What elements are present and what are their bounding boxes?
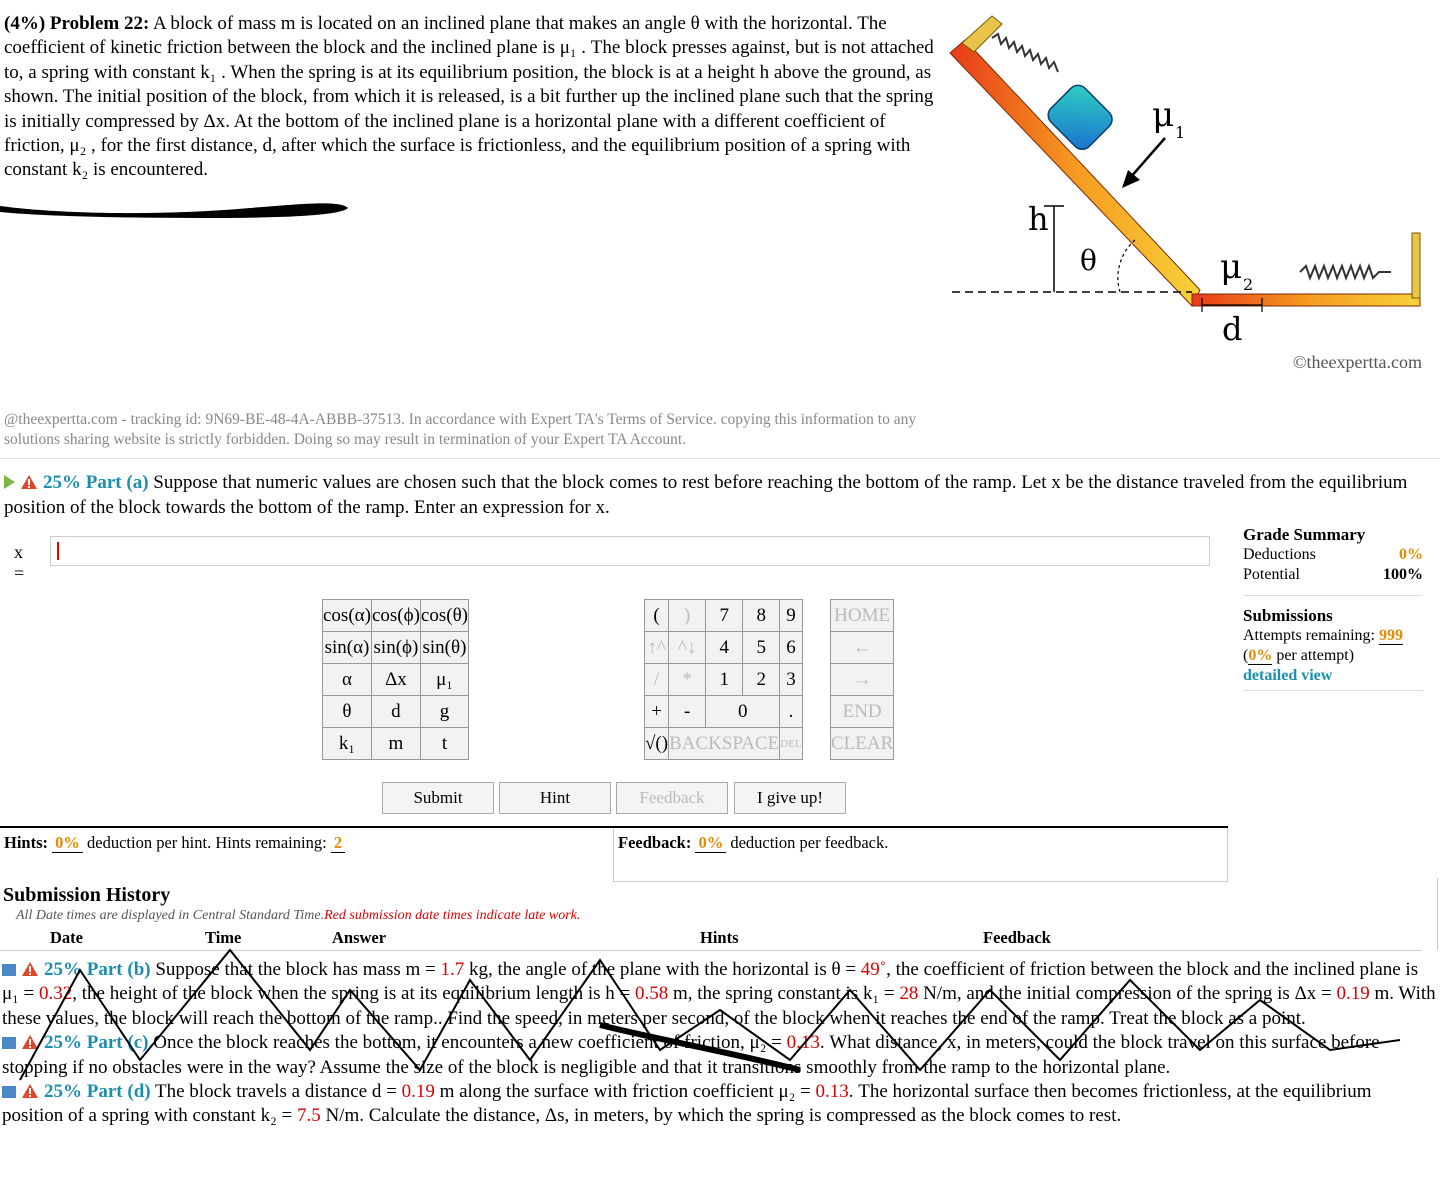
- theta-label: θ: [1080, 244, 1097, 277]
- sqrt-key[interactable]: √(): [645, 728, 669, 760]
- keypad-key[interactable]: cos(ϕ): [371, 600, 420, 632]
- part-d-mu2: 0.13: [815, 1081, 849, 1103]
- keypad-key[interactable]: sin(θ): [420, 632, 468, 664]
- keypad-key[interactable]: 3: [780, 664, 802, 696]
- keypad-key[interactable]: *: [669, 664, 706, 696]
- keypad-key[interactable]: 8: [743, 600, 780, 632]
- part-b-text-6: N/m, and the initial compression of the spring is Δx =: [918, 983, 1337, 1005]
- keypad-key[interactable]: cos(α): [323, 600, 372, 632]
- keypad-key[interactable]: m: [371, 728, 420, 760]
- keypad-key[interactable]: d: [371, 696, 420, 728]
- keypad-key[interactable]: (: [645, 600, 669, 632]
- part-d-text-2: m along the surface with friction coefficient μ₂ =: [434, 1081, 816, 1103]
- part-b-text-1: Suppose that the block has mass m =: [155, 959, 441, 980]
- keypad-nav-key[interactable]: HOME: [831, 600, 894, 632]
- history-col-date: Date: [50, 928, 83, 947]
- feedback-box: [613, 828, 1228, 882]
- problem-label: Problem 22:: [49, 13, 150, 34]
- text-cursor: [57, 542, 59, 560]
- give-up-button[interactable]: I give up!: [734, 782, 846, 814]
- history-col-answer: Answer: [332, 928, 387, 947]
- keypad-key[interactable]: α: [323, 664, 372, 696]
- d-label: d: [1222, 310, 1243, 348]
- part-b-dx: 0.19: [1336, 983, 1370, 1005]
- h-label: h: [1028, 200, 1049, 238]
- history-note-red: Red submission date times indicate late work.: [324, 908, 581, 923]
- hints-info: [4, 833, 345, 853]
- hints-label: Hints:: [4, 833, 49, 852]
- part-c-label: 25% Part (c): [44, 1032, 149, 1054]
- per-attempt-open: (: [1243, 647, 1249, 664]
- part-b-text-5: m, the spring constant is k₁ =: [668, 983, 900, 1005]
- part-b-k1: 28: [899, 983, 919, 1005]
- keypad-key[interactable]: 9: [780, 600, 802, 632]
- warning-icon: [21, 475, 37, 489]
- keypad-key[interactable]: Δx: [371, 664, 420, 696]
- part-d-text-4: N/m. Calculate the distance, Δs, in meters, by which the spring is compressed as the block comes to rest.: [320, 1105, 1122, 1127]
- answer-input[interactable]: [50, 536, 1210, 566]
- keypad-key[interactable]: .: [780, 696, 802, 728]
- backspace-key[interactable]: BACKSPACE: [669, 728, 780, 760]
- history-col-time: Time: [205, 928, 242, 947]
- keypad-key[interactable]: θ: [323, 696, 372, 728]
- part-b-label: 25% Part (b): [44, 959, 151, 980]
- handwritten-scribble: [0, 930, 1440, 1090]
- feedback-info: [618, 833, 888, 853]
- history-note: [16, 908, 580, 924]
- keypad-key[interactable]: μ₁: [420, 664, 468, 696]
- submit-button[interactable]: Submit: [382, 782, 494, 814]
- hints-mid-text: deduction per hint. Hints remaining:: [87, 833, 327, 852]
- tracking-notice: @theexpertta.com - tracking id: 9N69-BE-48-4A-ABBB-37513. In accordance with Expert TA's Terms of Service. copying this information to any solutions sharing website is strictly forbidden. Doing so may result in termination of your Expert TA Account.: [4, 411, 917, 448]
- part-a-prompt: [4, 470, 1434, 520]
- keypad-key[interactable]: sin(α): [323, 632, 372, 664]
- part-b-text-4: , the height of the block when the spring is at its equilibrium length is h =: [72, 983, 635, 1005]
- keypad-key[interactable]: 5: [743, 632, 780, 664]
- keypad-key[interactable]: 1: [706, 664, 743, 696]
- answer-label: x =: [14, 542, 25, 583]
- keypad-key[interactable]: -: [669, 696, 706, 728]
- history-note-text: All Date times are displayed in Central Standard Time.: [16, 908, 325, 923]
- attempts-value: 999: [1378, 627, 1403, 644]
- part-c-text-1: Once the block reaches the bottom, it encounters a new coefficient of friction, μ₂ =: [153, 1032, 787, 1054]
- feedback-deduction: 0%: [695, 833, 726, 853]
- keypad-key[interactable]: t: [420, 728, 468, 760]
- feedback-button[interactable]: Feedback: [616, 782, 728, 814]
- part-b-theta: 49˚: [860, 959, 887, 980]
- hints-deduction: 0%: [52, 833, 83, 853]
- part-b-mu1: 0.32: [39, 983, 73, 1005]
- keypad-key[interactable]: ^↓: [669, 632, 706, 664]
- hints-remaining: 2: [331, 833, 345, 853]
- keypad-key[interactable]: sin(ϕ): [371, 632, 420, 664]
- part-a-label: 25% Part (a): [43, 472, 149, 493]
- keypad-key[interactable]: 0: [706, 696, 780, 728]
- part-a-text: Suppose that numeric values are chosen such that the block comes to rest before reaching the bottom of the ramp. Let x be the distance traveled from the equilibrium position of the block towards the bottom of the ramp. Enter an expression for x.: [4, 472, 1408, 518]
- keypad-key[interactable]: ): [669, 600, 706, 632]
- hints-feedback-bar: [0, 826, 1228, 880]
- divider: [0, 458, 1440, 459]
- keypad-key[interactable]: ↑^: [645, 632, 669, 664]
- part-c-mu2: 0.13: [786, 1032, 820, 1054]
- keypad-key[interactable]: k₁: [323, 728, 372, 760]
- history-title: Submission History: [3, 884, 171, 906]
- play-triangle-icon[interactable]: [4, 475, 15, 489]
- part-b-h: 0.58: [634, 983, 669, 1005]
- mu2-label: μ: [1220, 247, 1243, 287]
- del-key[interactable]: DEL: [780, 728, 802, 760]
- keypad-key[interactable]: 7: [706, 600, 743, 632]
- keypad-key[interactable]: +: [645, 696, 669, 728]
- problem-statement: [4, 12, 934, 183]
- history-col-feedback: Feedback: [983, 928, 1051, 947]
- attempts-label: Attempts remaining:: [1243, 627, 1375, 644]
- part-b-text-7: m. With these values, the block will reach the bottom of the ramp.. Find the speed, in meters per second, of the block when it reaches the end of the ramp. Treat the block as a point.: [2, 983, 1436, 1029]
- per-attempt-rest: per attempt): [1272, 647, 1355, 664]
- detailed-view-link[interactable]: detailed view: [1243, 667, 1333, 684]
- history-col-hints: Hints: [700, 928, 739, 947]
- deductions-label: Deductions: [1243, 546, 1316, 563]
- part-d-label: 25% Part (d): [44, 1081, 151, 1103]
- keypad-nav-key[interactable]: ←: [831, 632, 894, 664]
- redaction-scribble: [0, 186, 360, 226]
- figure-copyright: ©theexpertta.com: [1292, 352, 1422, 372]
- part-d-text-1: The block travels a distance d =: [155, 1081, 402, 1103]
- keypad-key[interactable]: g: [420, 696, 468, 728]
- part-d-text-3: . The horizontal surface then becomes frictionless, at the equilibrium position of a spring with constant k₂ =: [2, 1081, 1372, 1127]
- part-b-mass: 1.7: [440, 959, 465, 980]
- potential-label: Potential: [1243, 566, 1300, 583]
- hint-button[interactable]: Hint: [499, 782, 611, 814]
- mu1-subscript: 1: [1175, 123, 1186, 142]
- grade-summary-title: Grade Summary: [1243, 525, 1366, 544]
- per-attempt-value: 0%: [1248, 647, 1273, 664]
- feedback-rest: deduction per feedback.: [730, 833, 889, 852]
- part-d-distance: 0.19: [401, 1081, 435, 1103]
- keypad-key[interactable]: 6: [780, 632, 802, 664]
- keypad-key[interactable]: cos(θ): [420, 600, 468, 632]
- clear-key[interactable]: CLEAR: [831, 728, 894, 760]
- problem-text: A block of mass m is located on an inclined plane that makes an angle θ with the horizontal. The coefficient of kinetic friction between the block and the inclined plane is μ₁ . The block presses against, but is not attached to, a spring with constant k₁ . When the spring is at its equilibrium position, the block is at a height h above the ground, as shown. The initial position of the block, from which it is released, is a bit further up the inclined plane such that the spring is initially compressed by Δx. At the bottom of the inclined plane is a horizontal plane with a different coefficient of friction, μ₂ , for the first distance, d, after which the surface is frictionless, and the equilibrium position of a spring with constant k₂ is encountered.: [4, 13, 934, 181]
- incline-figure: [930, 8, 1435, 388]
- part-d-k2: 7.5: [296, 1105, 321, 1127]
- part-b-text-2: kg, the angle of the plane with the horizontal is θ =: [464, 959, 861, 980]
- keypad-nav-key[interactable]: →: [831, 664, 894, 696]
- mu1-label: μ: [1152, 95, 1175, 135]
- keypad-key[interactable]: /: [645, 664, 669, 696]
- deductions-value: 0%: [1399, 546, 1423, 563]
- potential-value: 100%: [1383, 566, 1423, 583]
- feedback-label: Feedback:: [618, 833, 692, 852]
- keypad-nav-key[interactable]: END: [831, 696, 894, 728]
- part-c-text-2: . What distance, x, in meters, could the block travel on this surface before stopping if no obstacles were in the way? Assume the size of the block is negligible and that it transitions smoothly from the ramp to the horizontal plane.: [2, 1032, 1380, 1078]
- keypad-key[interactable]: 4: [706, 632, 743, 664]
- keypad-key[interactable]: 2: [743, 664, 780, 696]
- submissions-title: Submissions: [1243, 606, 1333, 625]
- problem-weight: (4%): [4, 13, 46, 34]
- grade-summary: [1243, 525, 1423, 691]
- part-b-text-3: , the coefficient of friction between the block and the inclined plane is μ₁ =: [2, 959, 1419, 1005]
- mu2-subscript: 2: [1243, 275, 1254, 294]
